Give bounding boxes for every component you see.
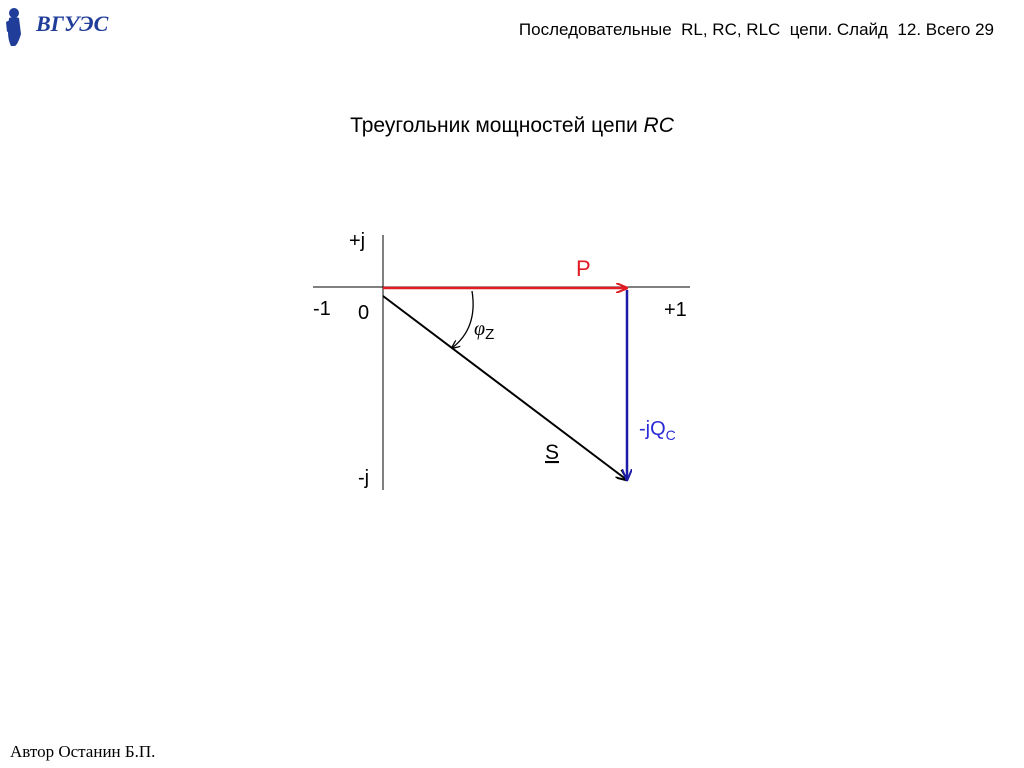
logo-text: ВГУЭС <box>36 11 109 36</box>
label-s-text: S <box>545 441 560 464</box>
label-jqc <box>639 418 676 443</box>
label-neg-real: -1 <box>313 298 331 320</box>
author-footer: Автор Останин Б.П. <box>10 742 156 761</box>
label-jqc-sub: C <box>665 427 676 443</box>
label-pos-imag: +j <box>349 230 366 252</box>
label-neg-imag: -j <box>358 467 370 489</box>
title-main: Треугольник мощностей цепи <box>350 114 644 137</box>
label-s <box>545 441 559 464</box>
label-phi-sub: Z <box>485 326 495 343</box>
label-origin: 0 <box>358 302 370 324</box>
label-phi <box>474 318 494 343</box>
label-phi-symbol: φ <box>474 318 486 340</box>
angle-arc <box>452 291 473 348</box>
title-circuit: RC <box>643 114 674 137</box>
label-pos-real: +1 <box>664 299 687 321</box>
label-jqc-text: -jQ <box>639 418 666 440</box>
label-p: P <box>576 256 591 281</box>
vector-s <box>383 296 627 480</box>
slide-header: Последовательные RL, RC, RLC цепи. Слайд 12. Всего 29 <box>518 20 994 39</box>
